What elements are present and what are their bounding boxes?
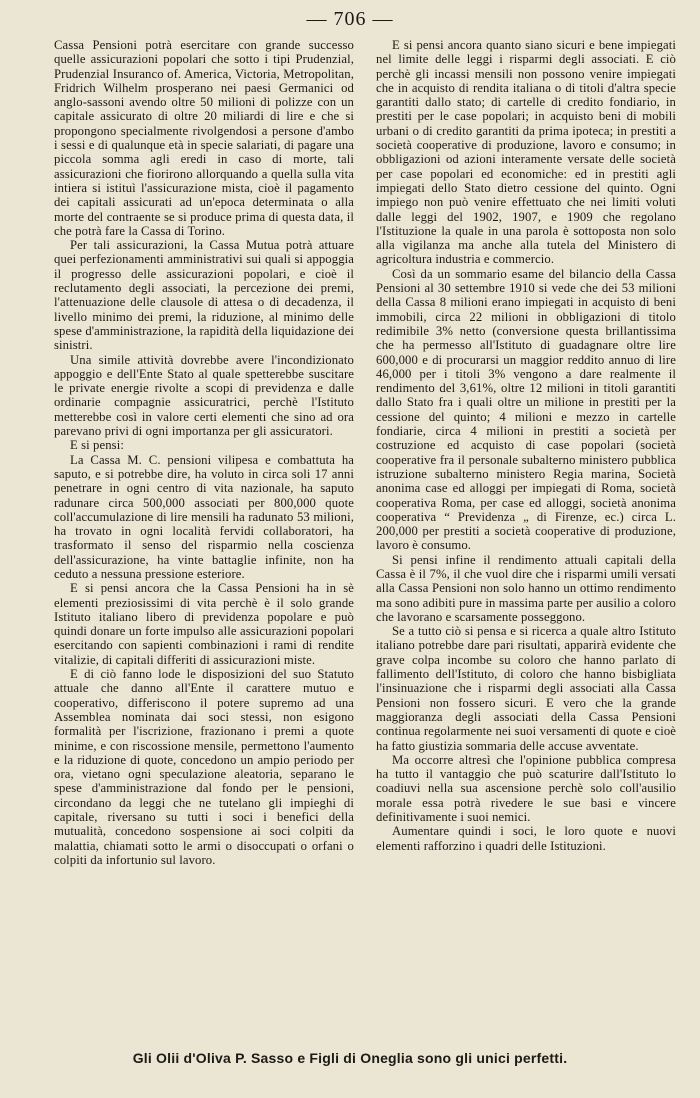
paragraph: Ma occorre altresì che l'opinione pubblica compresa ha tutto il vantaggio che può scaturire dall'Istituto lo coadiuvi nella sua ascensione perchè solo coll'ausilio morale essa potrà rivedere le sue basi e vincere definitivamente i suoi nemici.: [376, 752, 676, 825]
footer-advertisement: Gli Olii d'Oliva P. Sasso e Figli di Oneglia sono gli unici perfetti.: [132, 1050, 568, 1066]
paragraph: Per tali assicurazioni, la Cassa Mutua potrà attuare quei perfezionamenti amministrativi sui quali si appoggia il progresso delle assicurazioni popolari, e cioè il reclutamento degli associati, la percezione dei premi, l'attenuazione delle clausole di attesa o di decadenza, il livello minimo dei premi, la riduzione, al minimo delle spese d'amministrazione, la rapidità della liquidazione dei sinistri.: [54, 238, 354, 353]
paragraph: Una simile attività dovrebbe avere l'incondizionato appoggio e dell'Ente Stato al quale spetterebbe suscitare le private energie rivolte a scopi di previdenza e dalle ordinarie compagnie assicuratrici, perchè l'Istituto metterebbe così in valore certi elementi che sino ad ora parevano privi di ogni importanza per gli assicuratori.: [54, 352, 354, 439]
paragraph: Se a tutto ciò si pensa e si ricerca a quale altro Istituto italiano potrebbe dare pari risultati, apparirà evidente che grave colpa incombe su coloro che hanno parlato di fallimento dell'Istituto, di coloro che hanno bisbigliata l'insinuazione che i risparmi degli associati alla Cassa Pensioni non fossero sicuri. E vero che la grande maggioranza degli associati della Cassa Pensioni continua regolarmente nei suoi versamenti di quote e cioè ha fatto giustizia sommaria delle accuse avventate.: [376, 624, 676, 753]
paragraph: E si pensi ancora che la Cassa Pensioni ha in sè elementi preziosissimi di vita perchè è il solo grande Istituto italiano libero di previdenza popolare e può quindi donare un forte impulso alle assicurazioni popolari esercitando con sapienti combinazioni i rami di rendite vitalizie, di capitali differiti di assicurazioni miste.: [54, 581, 354, 667]
paragraph: Si pensi infine il rendimento attuali capitali della Cassa è il 7%, il che vuol dire che i risparmi umili versati alla Cassa Pensioni non solo hanno un ottimo rendimento ma sono adibiti pure in massima parte per ausilio a coloro che lavorano e scarsamente posseggono.: [376, 552, 676, 624]
paragraph: La Cassa M. C. pensioni vilipesa e combattuta ha saputo, e si potrebbe dire, ha voluto in circa soli 17 anni penetrare in ogni centro di vita nazionale, ha saputo radunare circa 500,000 associati per 800,000 quote coll'accumulazione di lire mensili ha radunato 53 milioni, ha trovato in ogni località fervidi collaboratori, ha trasformato il senso del risparmio nella coscienza dell'assicurazione, ha vinte battaglie infinite, non ha ceduto a nessuna pressione esteriore.: [54, 452, 354, 581]
right-column: [376, 38, 676, 1034]
paragraph: Così da un sommario esame del bilancio della Cassa Pensioni al 30 settembre 1910 si vede che dei 53 milioni della Cassa 8 milioni erano impiegati in acquisto di beni immobili, circa 22 milioni in obbligazioni di titolo redimibile 3% netto (conversione questa brillantissima che ha permesso all'Istituto di guadagnare oltre lire 600,000 e di procurarsi un maggior reddito annuo di lire 46,000 per i titoli 3% vengono a dare realmente il rendimento del 3,61%, oltre 12 milioni in titoli garantiti dallo Stato fra i quali oltre un milione in prestiti per la cessione del quinto; 4 milioni e mezzo in cartelle fondiarie, circa 4 milioni in prestiti a società per costruzione ed acquisto di case popolari (società cooperative fra il personale subalterno ministero pubblica istruzione subalterno ministero Regia marina, Società anonima case ed alloggi per impiegati di Roma, società cooperativa Roma, per case ed alloggi, società anonima cooperativa “ Previdenza „ di Firenze, ec.) circa L. 200,000 per prestiti a società cooperative di produzione, lavoro è consumo.: [376, 266, 676, 553]
paragraph: Aumentare quindi i soci, le loro quote e nuovi elementi rafforzino i quadri delle Istituzioni.: [376, 824, 676, 853]
text-columns: [54, 38, 676, 1034]
paragraph: E si pensi:: [70, 438, 124, 453]
left-column: [54, 38, 354, 1034]
paragraph: Cassa Pensioni potrà esercitare con grande successo quelle assicurazioni popolari che sotto i tipi Prudenzial, Prudenzial Insuranco of. America, Victoria, Metropolitan, Fridrich Wilhelm prosperano nei paesi Germanici od anglo-sassoni avendo oltre 50 milioni di polizze con un capitale assicurato di oltre 20 miliardi di lire e che si propongono specialmente rivolgendosi a persone d'ambo i sessi e di qualunque età in specie salariati, di pagare una piccola somma agli eredi in caso di morte, tali assicurazioni che fiorirono allorquando a quella sulla vita intiera si istituì l'assicurazione mista, cioè il pagamento dei capitali assicurati ad un'epoca determinata o alla morte del contraente se si produce prima di questa data, il che potrà fare la Cassa di Torino.: [54, 38, 354, 238]
page-number: — 706 —: [306, 8, 394, 30]
paragraph: E si pensi ancora quanto siano sicuri e bene impiegati nel limite delle leggi i risparmi degli associati. E ciò perchè gli incassi mensili non possono venire impiegati che in acquisto di rendita italiana o di titoli d'altra specie garantiti dallo stato; di cartelle di credito fondiario, in prestiti per le case popolari; in acquisto beni di mobili urbani o di credito garantiti da prima ipoteca; in prestiti a società cooperative di produzione, lavoro e consumo; in obbligazioni od azioni interamente versate delle società per case popolari ed economiche: ed in prestiti agli impiegati dello Stato dietro cessione del quinto. Ogni impiego non può venire effettuato che nei limiti voluti dalle leggi del 1902, 1907, e 1909 che regolano l'Istituzione la quale in una parola è sottoposta non solo alla vigilanza ma anche alla tutela del Ministero di agricoltura industria e commercio.: [376, 38, 676, 267]
paragraph: E di ciò fanno lode le disposizioni del suo Statuto attuale che danno all'Ente il carattere mutuo e cooperativo, differiscono il potere supremo ad una Assemblea nominata dai soci stessi, non esigono formalità per l'iscrizione, frazionano i premi a quote minime, e con riscossione mensile, permettono l'aumento e la riduzione di quote, concedono un ampio periodo per ora, vietano ogni speculazione aleatoria, separano le spese d'amministrazione dal fondo per le pensioni, circondano da leggi che ne tutelano gli impieghi di capitale, riversano su tutti i soci i benefici della mutualità, concedono sospensione ai soci colpiti da malattia, chiamati sotto le armi o disoccupati o orfani o colpiti da infortunio sul lavoro.: [54, 667, 354, 867]
